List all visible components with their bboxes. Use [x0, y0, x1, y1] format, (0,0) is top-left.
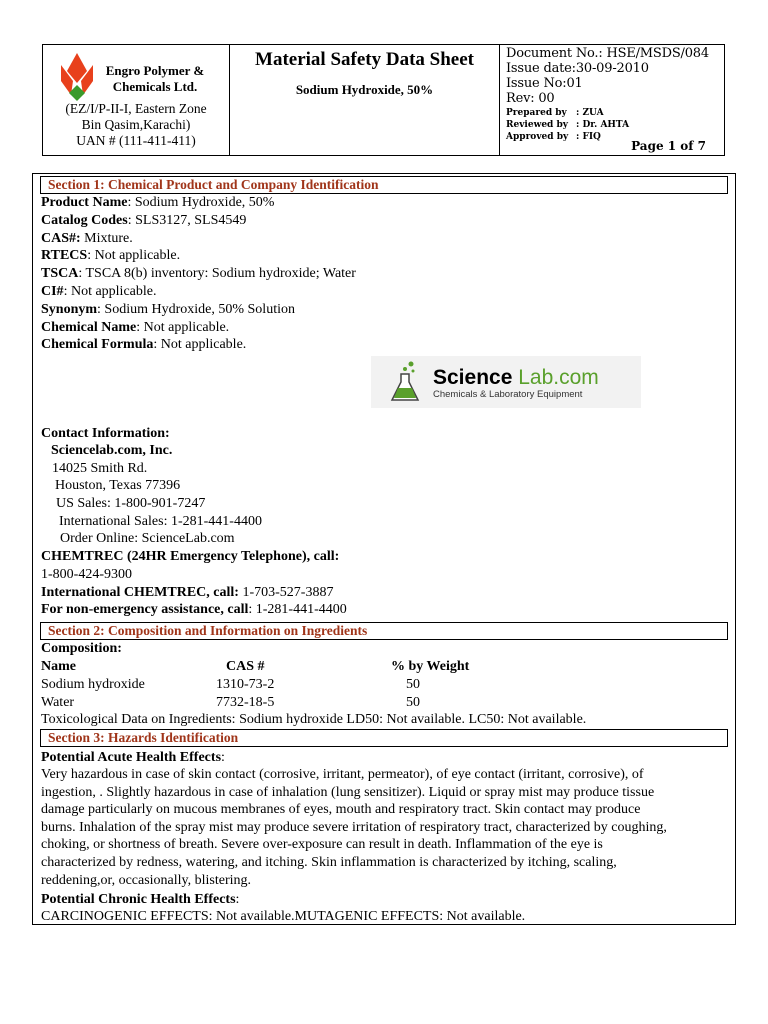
revision: Rev: 00: [506, 91, 555, 106]
product-field-label: Chemical Formula: [41, 337, 154, 353]
intl-chemtrec-number: 1-703-527-3887: [238, 585, 334, 600]
product-field-value: Mixture.: [84, 230, 133, 246]
company-name: [100, 63, 210, 95]
sciencelab-wordmark-lab: Lab: [518, 366, 554, 389]
intl-chemtrec-label: International CHEMTREC, call:: [41, 585, 239, 600]
section3-title: Section 3: Hazards Identification: [48, 730, 239, 745]
contact-heading: Contact Information:: [41, 426, 170, 441]
col-header-weight: % by Weight: [391, 659, 470, 674]
chronic-effects-text: CARCINOGENIC EFFECTS: Not available.MUTAGENIC EFFECTS: Not available.: [41, 909, 526, 924]
contact-company: Sciencelab.com, Inc.: [51, 443, 173, 458]
acute-effects-colon: :: [221, 750, 225, 765]
address-line2: Bin Qasim,Karachi): [81, 117, 191, 132]
product-field-separator: :: [136, 319, 144, 335]
product-field-separator: :: [153, 337, 161, 353]
contact-city: Houston, Texas 77396: [55, 478, 181, 493]
ingredient-name: Water: [41, 694, 75, 710]
product-field-separator: :: [87, 248, 95, 264]
chronic-effects-colon: :: [235, 892, 240, 907]
product-field-label: Synonym: [41, 301, 98, 317]
approved-by: [506, 132, 601, 142]
product-field-separator: :: [78, 266, 86, 282]
product-field: [41, 194, 274, 211]
nonemergency-number: : 1-281-441-4400: [248, 602, 347, 617]
product-field: [41, 212, 246, 229]
section1-header: [40, 176, 728, 194]
product-field: [41, 230, 133, 247]
intl-chemtrec: [41, 584, 333, 601]
product-field: [41, 265, 356, 282]
chronic-effects-heading: [41, 891, 239, 908]
product-field-value: Not applicable.: [94, 248, 181, 264]
contact-online: Order Online: ScienceLab.com: [60, 531, 235, 546]
approved-by-label: Approved by: [506, 132, 569, 142]
product-field-separator: :: [63, 284, 71, 299]
address-line1: (EZ/I/P-II-I, Eastern Zone: [65, 101, 207, 116]
section3-header: [40, 729, 728, 747]
product-field-value: Not applicable.: [160, 337, 247, 353]
acute-effects-label: Potential Acute Health Effects: [41, 750, 222, 765]
toxicological-note: Toxicological Data on Ingredients: Sodium hydroxide LD50: Not available. LC50: Not available.: [41, 712, 587, 727]
product-field-label: Product Name: [41, 195, 128, 210]
product-field-label: RTECS: [41, 248, 88, 264]
product-field-label: CI#: [41, 284, 64, 299]
reviewed-by-value: : Dr. AHTA: [576, 120, 630, 130]
prepared-by: [506, 108, 604, 118]
ingredient-name: Sodium hydroxide: [41, 677, 145, 692]
composition-label: Composition:: [41, 641, 122, 656]
product-field-separator: :: [127, 195, 135, 210]
acute-effects-line: reddening,or, occasionally, blistering.: [41, 872, 252, 888]
sciencelab-wordmark: [433, 366, 599, 390]
reviewed-by-label: Reviewed by: [506, 120, 569, 130]
issue-number: Issue No:01: [506, 76, 583, 91]
ingredient-cas: 7732-18-5: [216, 694, 275, 710]
product-field: [41, 336, 246, 353]
flask-icon: [389, 360, 423, 404]
approved-by-value: : FIQ: [576, 132, 601, 142]
engro-logo-icon: [57, 51, 97, 103]
chemtrec-label: CHEMTREC (24HR Emergency Telephone), call:: [41, 549, 340, 564]
product-field-value: TSCA 8(b) inventory: Sodium hydroxide; Water: [85, 266, 356, 282]
acute-effects-line: Very hazardous in case of skin contact (corrosive, irritant, permeator), of eye contact (irritant, corrosive), of: [41, 767, 644, 782]
acute-effects-line: choking, or shortness of breath. Severe over-exposure can result in death. Inflammation of the eye is: [41, 837, 603, 853]
title-header-box: [229, 44, 500, 156]
section2-header: [40, 622, 728, 640]
acute-effects-line: characterized by redness, watering, and itching. Skin inflammation is characterized by itching, scaling,: [41, 855, 617, 870]
document-title: Material Safety Data Sheet: [255, 49, 474, 70]
uan-number: UAN # (111-411-411): [76, 133, 196, 148]
sciencelab-tagline: Chemicals & Laboratory Equipment: [433, 389, 583, 400]
product-field-label: TSCA: [41, 266, 79, 282]
product-field: [41, 247, 180, 264]
chronic-effects-label: Potential Chronic Health Effects: [41, 892, 236, 907]
company-name-line1: Engro Polymer &: [105, 63, 205, 78]
reviewed-by: [506, 120, 630, 130]
product-field-label: CAS#:: [41, 230, 81, 246]
product-field: [41, 319, 229, 336]
product-field-separator: :: [97, 301, 105, 317]
sciencelab-wordmark-science: Science: [433, 366, 513, 389]
product-field-value: Not applicable.: [143, 319, 230, 335]
section2-title: Section 2: Composition and Information on Ingredients: [48, 623, 368, 638]
acute-effects-line: ingestion, . Slightly hazardous in case of inhalation (lung sensitizer). Liquid or spray mist may produce tissue: [41, 784, 655, 800]
ingredient-weight: 50: [406, 694, 420, 710]
acute-effects-line: burns. Inhalation of the spray mist may produce severe irritation of respiratory tract, characterized by coughing,: [41, 819, 667, 835]
contact-intl-sales: International Sales: 1-281-441-4400: [59, 514, 262, 529]
product-field-value: SLS3127, SLS4549: [135, 212, 247, 228]
company-header-box: [42, 44, 230, 156]
document-subtitle: Sodium Hydroxide, 50%: [295, 82, 434, 97]
product-field-label: Chemical Name: [41, 319, 137, 335]
product-field-value: Not applicable.: [70, 284, 157, 299]
product-field: [41, 283, 156, 300]
nonemergency: [41, 601, 347, 618]
product-field-value: Sodium Hydroxide, 50% Solution: [104, 301, 295, 317]
document-number: Document No.: HSE/MSDS/084: [506, 46, 709, 61]
product-field-label: Catalog Codes: [41, 212, 128, 228]
acute-effects-line: damage particularly on mucous membranes of eyes, mouth and respiratory tract. Skin contact may produce: [41, 802, 641, 818]
prepared-by-value: : ZUA: [576, 108, 604, 118]
company-address: [43, 101, 229, 149]
col-header-cas: CAS #: [226, 659, 265, 674]
prepared-by-label: Prepared by: [506, 108, 567, 118]
contact-street: 14025 Smith Rd.: [52, 461, 148, 476]
product-field: [41, 301, 295, 318]
nonemergency-label: For non-emergency assistance, call: [41, 602, 249, 617]
col-header-name: Name: [41, 659, 76, 674]
product-field-separator: :: [127, 212, 136, 228]
page-number: Page 1 of 7: [631, 139, 706, 153]
sciencelab-logo: [371, 356, 641, 408]
ingredient-weight: 50: [406, 677, 420, 692]
section1-title: Section 1: Chemical Product and Company Identification: [48, 177, 379, 192]
document-meta-box: [499, 44, 725, 156]
issue-date: Issue date:30-09-2010: [506, 61, 649, 76]
product-field-value: Sodium Hydroxide, 50%: [134, 195, 275, 210]
contact-us-sales: US Sales: 1-800-901-7247: [56, 496, 206, 511]
sciencelab-wordmark-com: .com: [553, 366, 599, 389]
ingredient-cas: 1310-73-2: [216, 677, 275, 692]
acute-effects-heading: [41, 749, 225, 766]
company-name-line2: Chemicals Ltd.: [112, 79, 198, 94]
chemtrec-number: 1-800-424-9300: [41, 567, 132, 582]
